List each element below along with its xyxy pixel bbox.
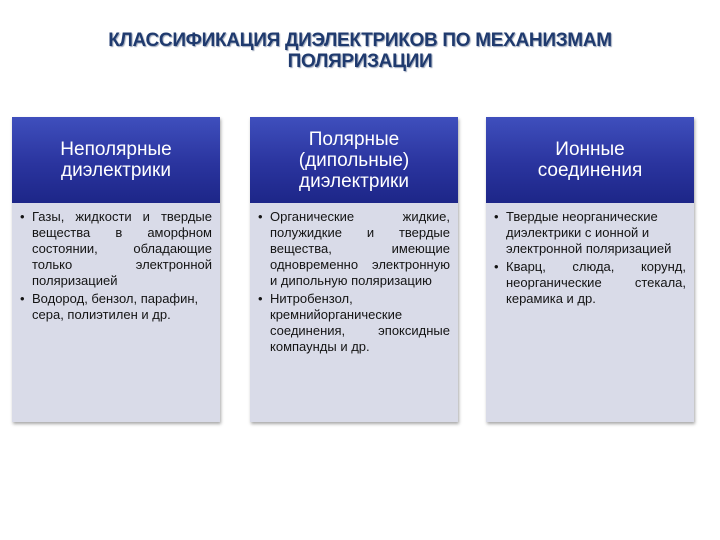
list-item-text: Кварц, слюда, корунд, неорганические стекала, керамика и др. xyxy=(506,259,686,306)
column-body xyxy=(12,203,220,323)
column-body xyxy=(250,203,458,355)
bullet-list xyxy=(20,209,212,323)
column-heading xyxy=(12,117,220,203)
list-item-text: Нитробензол, кремнийорганические соединения, эпоксидные компаунды и др. xyxy=(270,291,450,354)
column-heading-line: Ионные xyxy=(555,139,625,160)
bullet-icon: • xyxy=(258,209,263,224)
list-item-text: Водород, бензол, парафин, сера, полиэтилен и др. xyxy=(32,291,199,322)
bullet-icon: • xyxy=(20,291,25,306)
bullet-icon: • xyxy=(494,209,499,224)
bullet-list xyxy=(494,209,686,307)
page-title-line-2: ПОЛЯРИЗАЦИИ xyxy=(287,51,433,72)
list-item xyxy=(20,291,212,323)
page-title xyxy=(60,30,660,72)
column-heading-line: диэлектрики xyxy=(61,160,171,181)
column-ionic-compounds xyxy=(486,117,694,422)
list-item xyxy=(494,209,686,257)
column-heading xyxy=(486,117,694,203)
list-item xyxy=(20,209,212,289)
page-title-line-1: КЛАССИФИКАЦИЯ ДИЭЛЕКТРИКОВ ПО МЕХАНИЗМАМ xyxy=(108,30,612,51)
list-item-text: Твердые неорганические диэлектрики с ионной и электронной поляризацией xyxy=(506,209,672,256)
column-heading-line: (дипольные) xyxy=(298,149,410,171)
column-body xyxy=(486,203,694,307)
list-item xyxy=(494,259,686,307)
bullet-icon: • xyxy=(494,259,499,274)
bullet-icon: • xyxy=(258,291,263,306)
list-item-text: Органические жидкие, полужидкие и твердые вещества, имеющие одновременно электронную и дипольную поляризацию xyxy=(270,209,450,288)
list-item xyxy=(258,291,450,355)
column-heading-line: Полярные xyxy=(308,128,400,150)
column-heading-line: Неполярные xyxy=(60,139,172,160)
column-nonpolar-dielectrics xyxy=(12,117,220,422)
column-heading-line: соединения xyxy=(537,160,643,181)
list-item xyxy=(258,209,450,289)
bullet-icon: • xyxy=(20,209,25,224)
list-item-text: Газы, жидкости и твердые вещества в аморфном состоянии, обладающие только электронной поляризацией xyxy=(32,209,212,288)
column-heading-line: диэлектрики xyxy=(299,170,409,192)
column-heading xyxy=(250,117,458,203)
column-polar-dielectrics xyxy=(250,117,458,422)
bullet-list xyxy=(258,209,450,355)
